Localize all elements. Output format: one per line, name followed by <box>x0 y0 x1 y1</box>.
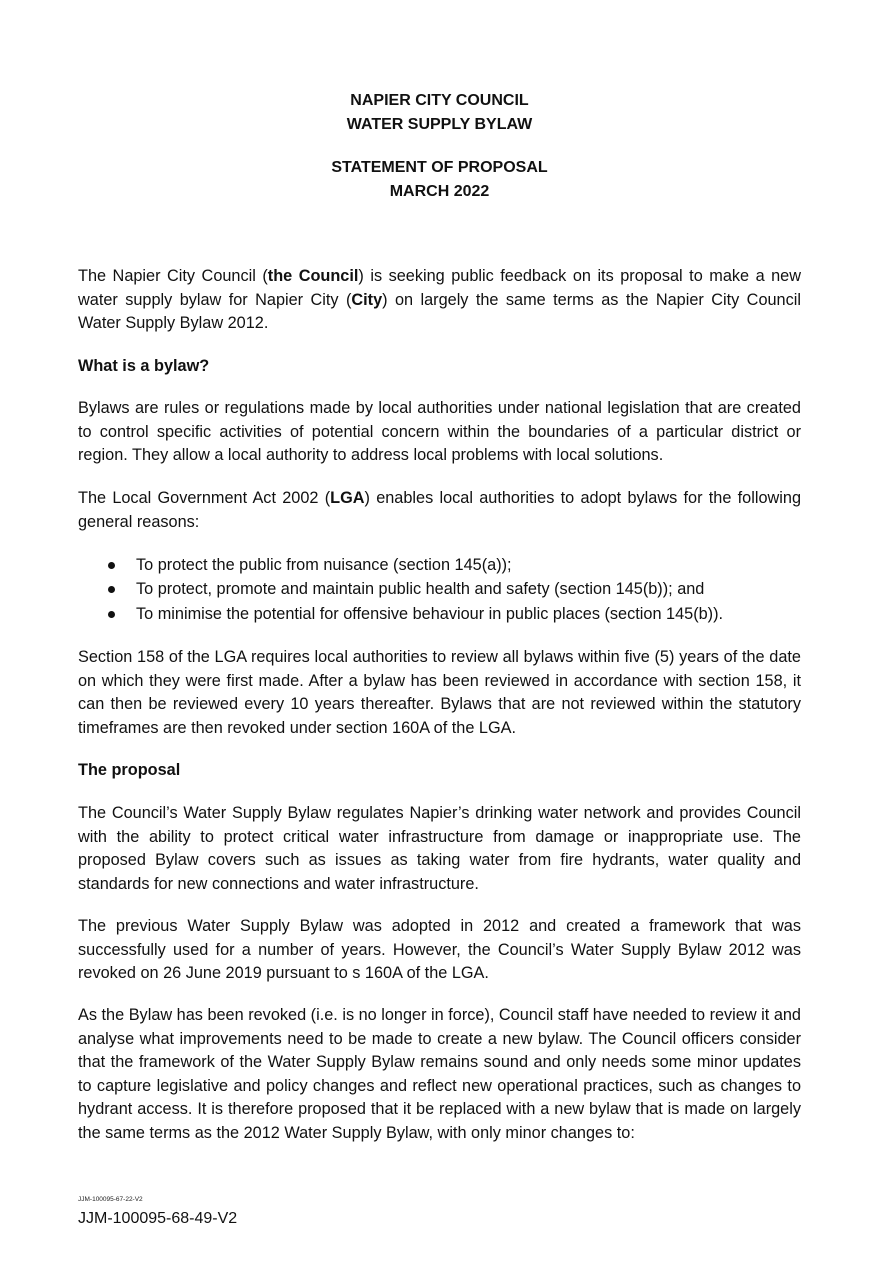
intro-text-2: ) is seeking public feedback on its proposal to make a new water supply bylaw for Napier City ( <box>78 267 801 309</box>
document-subtitle <box>0 156 879 204</box>
intro-bold-council: the Council <box>267 267 359 285</box>
heading-the-proposal: The proposal <box>78 761 181 779</box>
reasons-list <box>78 553 818 626</box>
intro-text-1: The Napier City Council ( <box>78 267 268 285</box>
footer-small-reference: JJM-100095-67-22-V2 <box>78 1196 143 1203</box>
list-item <box>78 602 818 626</box>
list-item-text: To protect the public from nuisance (section 145(a)); <box>136 556 512 574</box>
proposal-paragraph-2: The previous Water Supply Bylaw was adopted in 2012 and created a framework that was successfully used for a number of years. However, the Council’s Water Supply Bylaw 2012 was revoked on 26 June 2019 pursuant to s 160A of the LGA. <box>78 917 801 983</box>
heading-what-is-bylaw: What is a bylaw? <box>78 357 210 375</box>
subtitle-date: MARCH 2022 <box>389 183 490 200</box>
proposal-paragraph-1: The Council’s Water Supply Bylaw regulates Napier’s drinking water network and provides Council with the ability to protect critical water infrastructure from damage or inappropriate use. The proposed Bylaw covers such as issues as taking water from fire hydrants, water quality and standards for new connections and water infrastructure. <box>78 804 801 893</box>
list-item-text: To minimise the potential for offensive behaviour in public places (section 145(b)). <box>136 604 724 623</box>
lga-bold: LGA <box>330 489 365 507</box>
list-item <box>78 553 818 577</box>
document-title <box>0 89 879 137</box>
bullet-icon <box>108 586 115 593</box>
title-council-name: NAPIER CITY COUNCIL <box>350 92 529 109</box>
footer-document-reference: JJM-100095-68-49-V2 <box>78 1210 238 1227</box>
bullet-icon <box>108 611 115 618</box>
intro-bold-city: City <box>351 290 383 309</box>
list-item <box>78 577 818 601</box>
lga-paragraph <box>78 487 801 534</box>
bylaw-definition-paragraph: Bylaws are rules or regulations made by local authorities under national legislation that are created to control specific activities of potential concern within the boundaries of a particular district or region. They allow a local authority to address local problems with local solutions. <box>78 399 801 465</box>
title-bylaw-name: WATER SUPPLY BYLAW <box>346 116 533 133</box>
bullet-icon <box>108 562 115 569</box>
lga-text-1: The Local Government Act 2002 ( <box>78 489 331 507</box>
proposal-paragraph-3: As the Bylaw has been revoked (i.e. is no longer in force), Council staff have needed to review it and analyse what improvements need to be made to create a new bylaw. The Council officers consider that the framework of the Water Supply Bylaw remains sound and only needs some minor updates to capture legislative and policy changes and reflect new operational practices, such as changes to hydrant access. It is therefore proposed that it be replaced with a new bylaw that is made on largely the same terms as the 2012 Water Supply Bylaw, with only minor changes to: <box>78 1006 801 1142</box>
section-158-paragraph: Section 158 of the LGA requires local authorities to review all bylaws within five (5) years of the date on which they were first made. After a bylaw has been reviewed in accordance with section 158, it can then be reviewed every 10 years thereafter. Bylaws that are not reviewed within the statutory timeframes are then revoked under section 160A of the LGA. <box>78 648 801 737</box>
list-item-text: To protect, promote and maintain public health and safety (section 145(b)); and <box>136 580 705 599</box>
subtitle-statement: STATEMENT OF PROPOSAL <box>331 159 548 176</box>
lga-text-2: ) enables local authorities to adopt bylaws for the following general reasons: <box>78 489 801 531</box>
intro-text-3: ) on largely the same terms as the Napier City Council Water Supply Bylaw 2012. <box>78 290 801 333</box>
intro-paragraph <box>78 265 801 336</box>
